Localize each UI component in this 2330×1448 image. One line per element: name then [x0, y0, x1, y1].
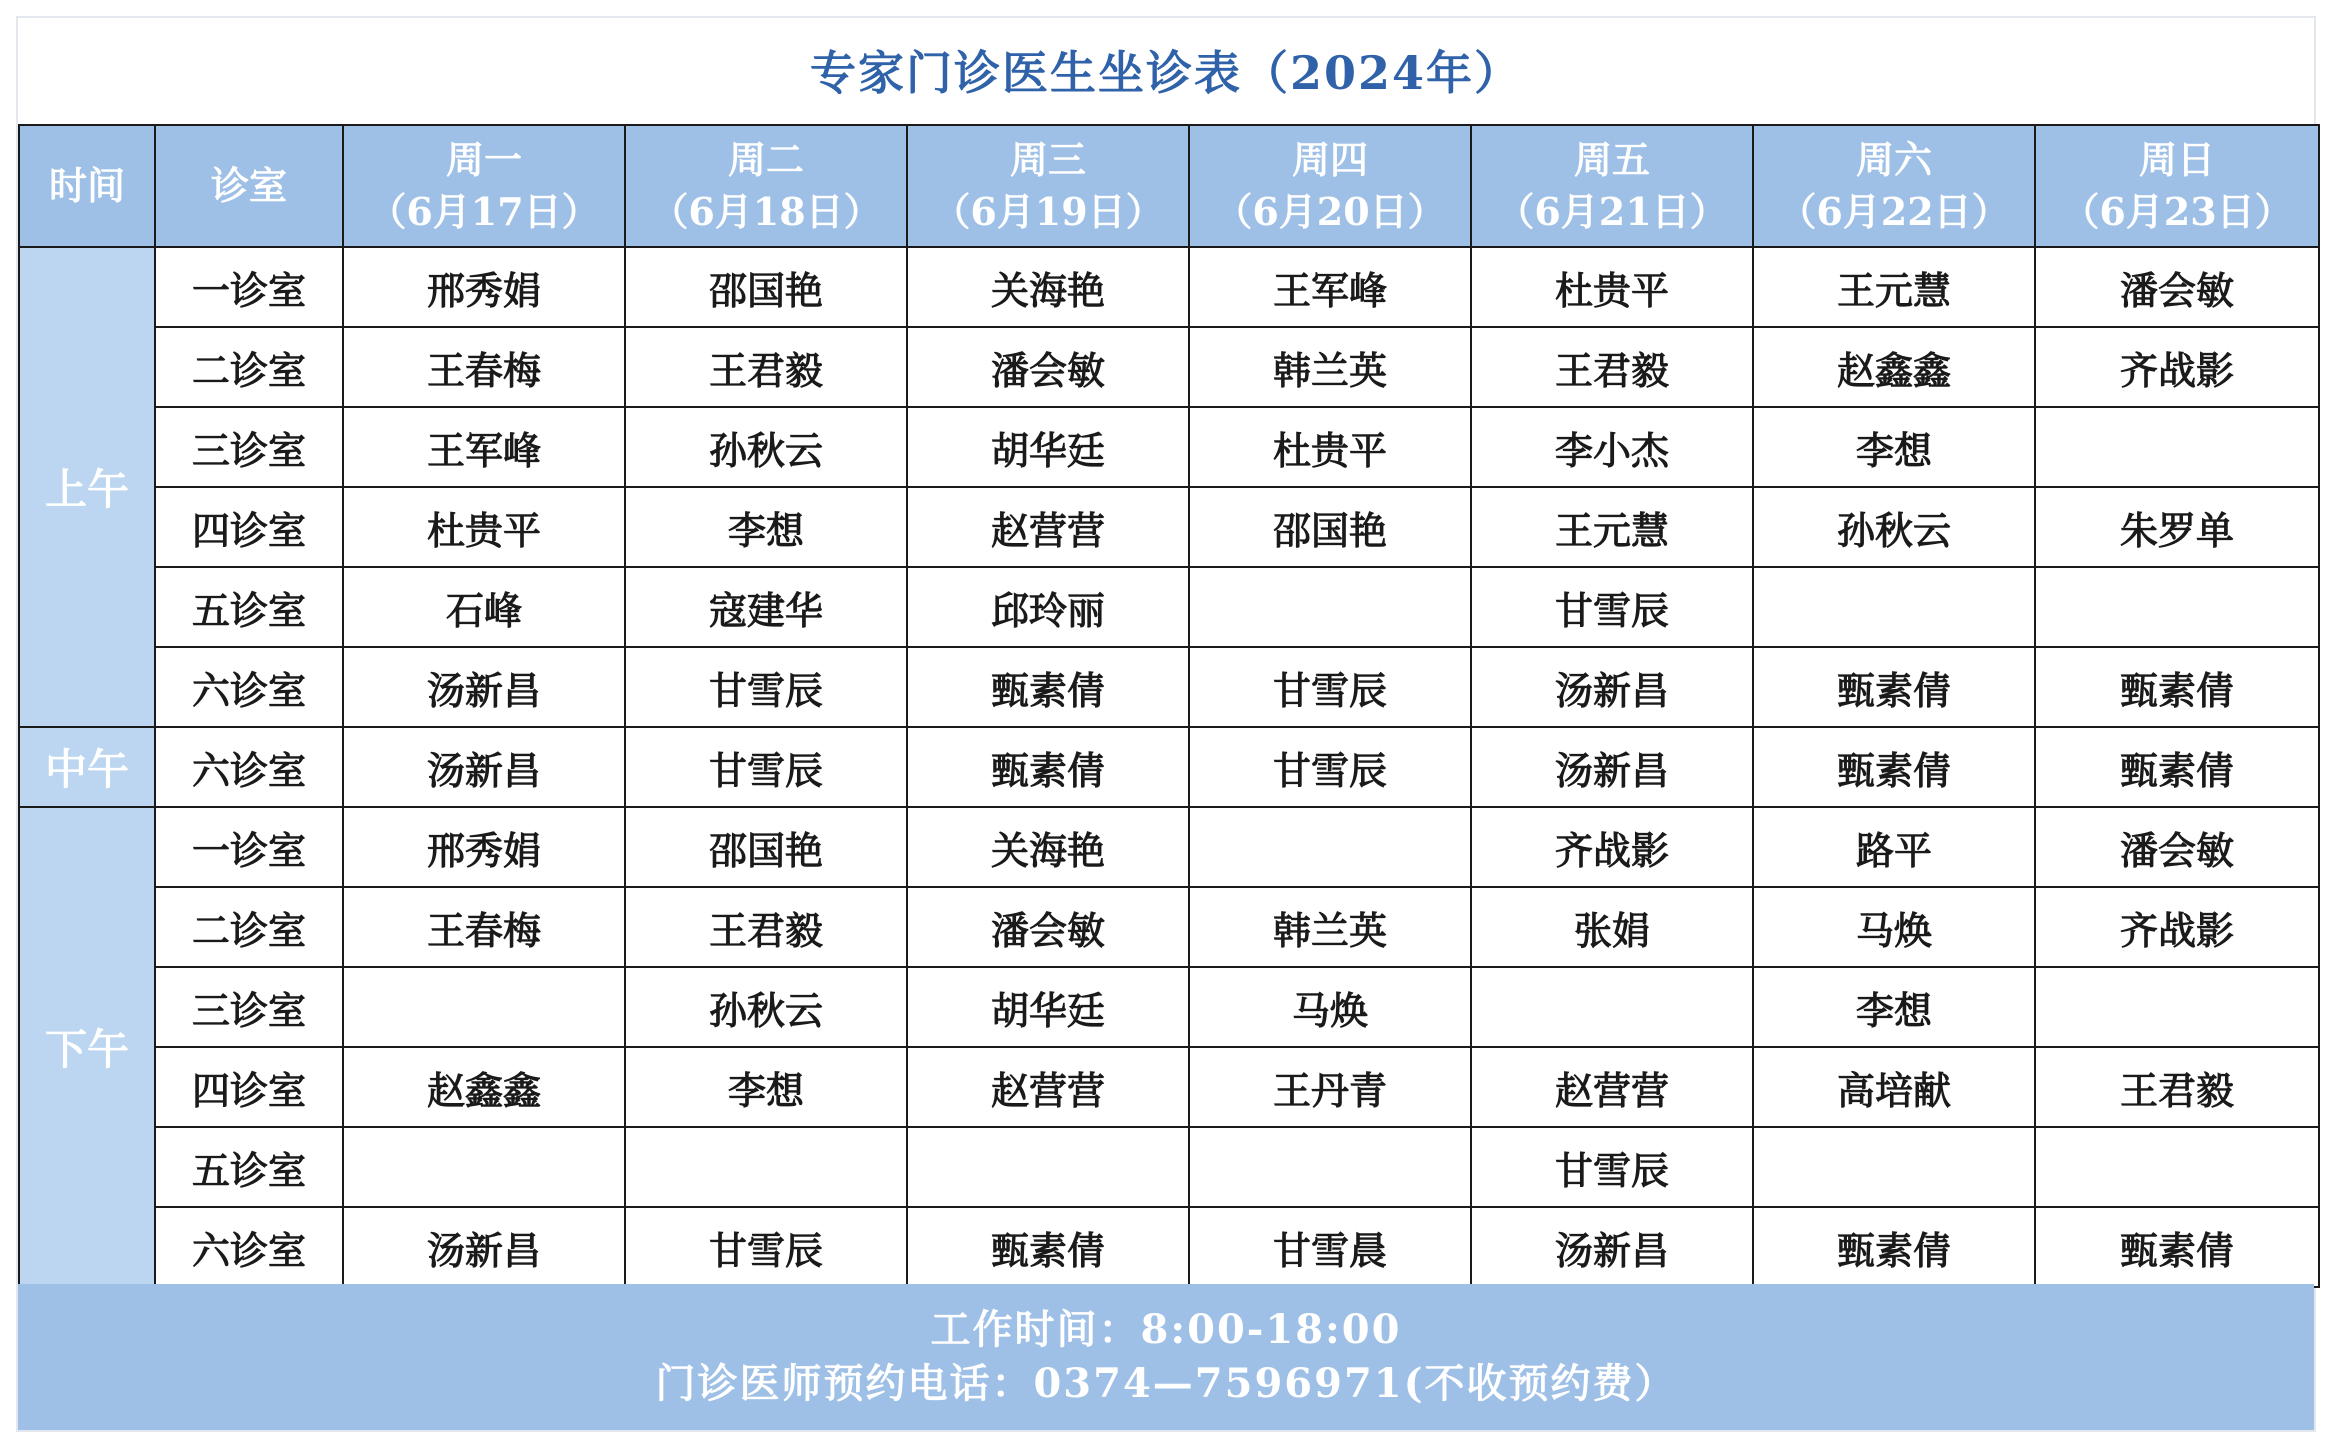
doctor-cell: [625, 1127, 907, 1207]
doctor-cell: 孙秋云: [625, 407, 907, 487]
day-date: （6月18日）: [650, 189, 882, 234]
header-day: [343, 125, 625, 247]
doctor-cell: [1471, 967, 1753, 1047]
doctor-cell: 寇建华: [625, 567, 907, 647]
day-date: （6月21日）: [1496, 189, 1728, 234]
room-label: 三诊室: [155, 967, 343, 1047]
day-name: 周六: [1855, 137, 1932, 182]
doctor-cell: 汤新昌: [1471, 647, 1753, 727]
doctor-cell: 潘会敏: [907, 887, 1189, 967]
schedule-sheet: [16, 16, 2316, 1432]
table-row: [19, 807, 2319, 887]
day-date: （6月22日）: [1778, 189, 2010, 234]
header-day: [1189, 125, 1471, 247]
doctor-cell: 邵国艳: [625, 247, 907, 327]
doctor-cell: [2035, 967, 2319, 1047]
doctor-cell: 赵营营: [1471, 1047, 1753, 1127]
doctor-cell: [1753, 1127, 2035, 1207]
doctor-cell: 王军峰: [343, 407, 625, 487]
day-name: 周四: [1291, 137, 1368, 182]
header-day: [1471, 125, 1753, 247]
doctor-cell: 甄素倩: [2035, 647, 2319, 727]
table-row: [19, 487, 2319, 567]
room-label: 三诊室: [155, 407, 343, 487]
doctor-cell: 关海艳: [907, 247, 1189, 327]
title-bar: [18, 18, 2314, 122]
doctor-cell: 甄素倩: [907, 727, 1189, 807]
doctor-cell: 甄素倩: [1753, 1207, 2035, 1287]
doctor-cell: 王春梅: [343, 887, 625, 967]
room-label: 四诊室: [155, 487, 343, 567]
doctor-cell: [1753, 567, 2035, 647]
room-label: 四诊室: [155, 1047, 343, 1127]
header-time: 时间: [19, 125, 155, 247]
doctor-cell: 李想: [625, 1047, 907, 1127]
header-room: 诊室: [155, 125, 343, 247]
doctor-cell: 李小杰: [1471, 407, 1753, 487]
room-label: 六诊室: [155, 1207, 343, 1287]
room-label: 一诊室: [155, 247, 343, 327]
doctor-cell: [1189, 807, 1471, 887]
doctor-cell: 齐战影: [1471, 807, 1753, 887]
header-day: [1753, 125, 2035, 247]
day-date: （6月17日）: [368, 189, 600, 234]
table-row: [19, 967, 2319, 1047]
doctor-cell: 关海艳: [907, 807, 1189, 887]
appointment-phone: 门诊医师预约电话：0374—7596971(不收预约费）: [655, 1360, 1677, 1407]
doctor-cell: [2035, 567, 2319, 647]
doctor-cell: 甘雪辰: [1471, 567, 1753, 647]
doctor-cell: 甄素倩: [1753, 647, 2035, 727]
doctor-cell: 甘雪辰: [1471, 1127, 1753, 1207]
doctor-cell: 邱玲丽: [907, 567, 1189, 647]
schedule-body: [19, 247, 2319, 1287]
doctor-cell: 邢秀娟: [343, 807, 625, 887]
doctor-cell: 邵国艳: [1189, 487, 1471, 567]
page-title: 专家门诊医生坐诊表（2024年）: [809, 46, 1523, 100]
doctor-cell: 孙秋云: [1753, 487, 2035, 567]
room-label: 一诊室: [155, 807, 343, 887]
doctor-cell: [907, 1127, 1189, 1207]
doctor-cell: 汤新昌: [343, 1207, 625, 1287]
doctor-cell: 甄素倩: [1753, 727, 2035, 807]
period-label: 中午: [19, 727, 155, 807]
doctor-cell: 甘雪辰: [1189, 647, 1471, 727]
doctor-cell: 朱罗单: [2035, 487, 2319, 567]
doctor-cell: 赵营营: [907, 487, 1189, 567]
doctor-cell: 潘会敏: [2035, 807, 2319, 887]
table-row: [19, 647, 2319, 727]
header-day: [907, 125, 1189, 247]
doctor-cell: 邵国艳: [625, 807, 907, 887]
room-label: 二诊室: [155, 887, 343, 967]
period-label: 上午: [19, 247, 155, 727]
doctor-cell: 王君毅: [2035, 1047, 2319, 1127]
day-name: 周日: [2138, 137, 2215, 182]
doctor-cell: 齐战影: [2035, 887, 2319, 967]
doctor-cell: 王军峰: [1189, 247, 1471, 327]
doctor-cell: 李想: [1753, 407, 2035, 487]
working-hours: 工作时间：8:00-18:00: [930, 1306, 1402, 1353]
doctor-cell: 马焕: [1189, 967, 1471, 1047]
header-day: [625, 125, 907, 247]
doctor-cell: 赵鑫鑫: [1753, 327, 2035, 407]
doctor-cell: 李想: [625, 487, 907, 567]
doctor-cell: 韩兰英: [1189, 887, 1471, 967]
doctor-cell: 汤新昌: [1471, 727, 1753, 807]
doctor-cell: 赵营营: [907, 1047, 1189, 1127]
doctor-cell: [1189, 567, 1471, 647]
day-date: （6月20日）: [1214, 189, 1446, 234]
day-name: 周五: [1573, 137, 1650, 182]
table-row: [19, 567, 2319, 647]
table-row: [19, 407, 2319, 487]
doctor-cell: 杜贵平: [1471, 247, 1753, 327]
period-label: 下午: [19, 807, 155, 1287]
day-name: 周二: [727, 137, 804, 182]
day-date: （6月19日）: [932, 189, 1164, 234]
doctor-cell: 甘雪辰: [625, 727, 907, 807]
doctor-cell: 汤新昌: [343, 727, 625, 807]
doctor-cell: [343, 1127, 625, 1207]
doctor-cell: 石峰: [343, 567, 625, 647]
doctor-cell: 赵鑫鑫: [343, 1047, 625, 1127]
doctor-cell: 邢秀娟: [343, 247, 625, 327]
room-label: 五诊室: [155, 1127, 343, 1207]
doctor-cell: 王丹青: [1189, 1047, 1471, 1127]
doctor-cell: [343, 967, 625, 1047]
doctor-cell: 甄素倩: [907, 1207, 1189, 1287]
doctor-cell: 汤新昌: [1471, 1207, 1753, 1287]
table-row: [19, 887, 2319, 967]
doctor-cell: 杜贵平: [343, 487, 625, 567]
doctor-cell: 甄素倩: [907, 647, 1189, 727]
table-row: [19, 327, 2319, 407]
schedule-table: [18, 124, 2320, 1288]
doctor-cell: 甘雪辰: [625, 1207, 907, 1287]
doctor-cell: 甄素倩: [2035, 1207, 2319, 1287]
table-row: [19, 1207, 2319, 1287]
doctor-cell: 王君毅: [625, 327, 907, 407]
header-row: [19, 125, 2319, 247]
table-row: [19, 247, 2319, 327]
day-name: 周三: [1009, 137, 1086, 182]
table-row: [19, 727, 2319, 807]
room-label: 六诊室: [155, 647, 343, 727]
doctor-cell: 甘雪晨: [1189, 1207, 1471, 1287]
doctor-cell: 韩兰英: [1189, 327, 1471, 407]
header-day: [2035, 125, 2319, 247]
doctor-cell: 王元慧: [1471, 487, 1753, 567]
doctor-cell: 王春梅: [343, 327, 625, 407]
doctor-cell: 高培献: [1753, 1047, 2035, 1127]
doctor-cell: 杜贵平: [1189, 407, 1471, 487]
doctor-cell: 王君毅: [1471, 327, 1753, 407]
doctor-cell: 孙秋云: [625, 967, 907, 1047]
doctor-cell: 马焕: [1753, 887, 2035, 967]
doctor-cell: 甘雪辰: [625, 647, 907, 727]
doctor-cell: [2035, 1127, 2319, 1207]
doctor-cell: 张娟: [1471, 887, 1753, 967]
footer: [18, 1284, 2314, 1430]
doctor-cell: 王君毅: [625, 887, 907, 967]
doctor-cell: 潘会敏: [2035, 247, 2319, 327]
doctor-cell: 王元慧: [1753, 247, 2035, 327]
doctor-cell: 李想: [1753, 967, 2035, 1047]
day-date: （6月23日）: [2061, 189, 2293, 234]
doctor-cell: 胡华廷: [907, 967, 1189, 1047]
doctor-cell: [2035, 407, 2319, 487]
doctor-cell: 甄素倩: [2035, 727, 2319, 807]
doctor-cell: [1189, 1127, 1471, 1207]
doctor-cell: 齐战影: [2035, 327, 2319, 407]
room-label: 二诊室: [155, 327, 343, 407]
doctor-cell: 汤新昌: [343, 647, 625, 727]
table-row: [19, 1127, 2319, 1207]
day-name: 周一: [445, 137, 522, 182]
room-label: 六诊室: [155, 727, 343, 807]
doctor-cell: 胡华廷: [907, 407, 1189, 487]
doctor-cell: 路平: [1753, 807, 2035, 887]
room-label: 五诊室: [155, 567, 343, 647]
doctor-cell: 潘会敏: [907, 327, 1189, 407]
doctor-cell: 甘雪辰: [1189, 727, 1471, 807]
table-row: [19, 1047, 2319, 1127]
